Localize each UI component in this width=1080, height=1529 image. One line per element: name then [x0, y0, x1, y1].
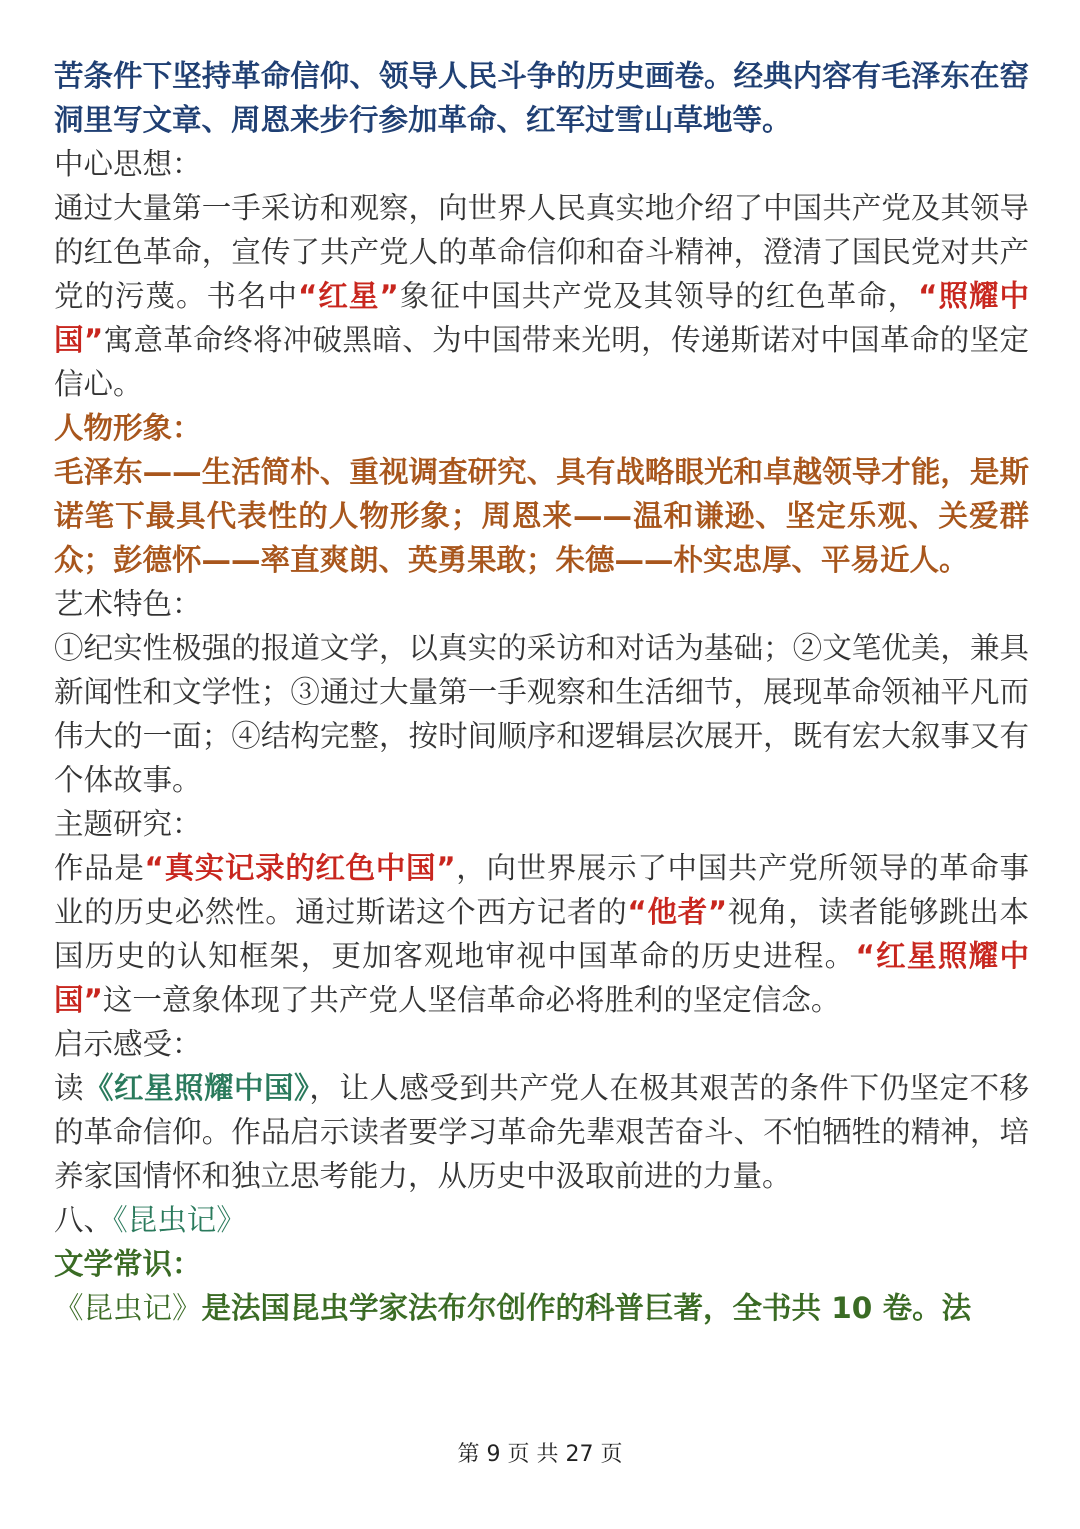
theme-paragraph	[54, 846, 1029, 1022]
theme-text-3: 视角，读者能够跳出本国历史的认知框架，更加客观地审视中国革命的历史进程。	[54, 895, 1029, 973]
highlight-red-star: “红星”	[297, 279, 399, 313]
section-8-label: 八、	[54, 1203, 114, 1237]
page-footer: 第 9 页 共 27 页	[457, 1442, 623, 1467]
insight-text-2: ，让人感受到共产党人在极其艰苦的条件下仍坚定不移的革命信仰。作品启示读者要学习革命先辈艰苦奋斗、不怕牺牲的精神，培养家国情怀和独立思考能力，从历史中汲取前进的力量。	[54, 1071, 1029, 1193]
highlight-other: “他者”	[627, 895, 728, 929]
page-content	[54, 54, 1029, 1330]
section-8-title	[54, 1198, 1029, 1242]
characters-paragraph: 毛泽东——生活简朴、重视调查研究、具有战略眼光和卓越领导才能，是斯诺笔下最具代表性的人物形象；周恩来——温和谦逊、坚定乐观、关爱群众；彭德怀——率直爽朗、英勇果敢；朱德——朴实忠厚、平易近人。	[54, 455, 1029, 577]
section-8-book-title: 《昆虫记》	[113, 1203, 246, 1237]
literary-text: 是法国昆虫学家法布尔创作的科普巨著，全书共 10 卷。法	[201, 1291, 972, 1325]
literary-paragraph	[54, 1286, 1029, 1330]
highlight-red-star-shines: “红星照耀中国”	[54, 939, 1029, 1017]
artistic-paragraph: ①纪实性极强的报道文学，以真实的采访和对话为基础；②文笔优美，兼具新闻性和文学性；③通过大量第一手观察和生活细节，展现革命领袖平凡而伟大的一面；④结构完整，按时间顺序和逻辑层次展开，既有宏大叙事又有个体故事。	[54, 631, 1029, 797]
central-idea-text-2: 象征中国共产党及其领导的红色革命，	[398, 279, 919, 313]
central-idea-paragraph	[54, 186, 1029, 406]
book-title-red-star: 《红星照耀中国》	[84, 1071, 310, 1105]
insight-paragraph	[54, 1066, 1029, 1198]
intro-paragraph: 苦条件下坚持革命信仰、领导人民斗争的历史画卷。经典内容有毛泽东在窑洞里写文章、周恩来步行参加革命、红军过雪山草地等。	[54, 59, 1029, 137]
characters-heading: 人物形象：	[54, 411, 202, 445]
theme-text-1: 作品是	[54, 851, 145, 885]
central-idea-text-1: 通过大量第一手采访和观察，向世界人民真实地介绍了中国共产党及其领导的红色革命，宣传了共产党人的革命信仰和奋斗精神，澄清了国民党对共产党的污蔑。书名中	[54, 191, 1029, 313]
theme-text-2: ，向世界展示了中国共产党所领导的革命事业的历史必然性。通过斯诺这个西方记者的	[54, 851, 1029, 929]
central-idea-text-3: 寓意革命终将冲破黑暗、为中国带来光明，传递斯诺对中国革命的坚定信心。	[54, 323, 1029, 401]
artistic-heading: 艺术特色：	[54, 587, 202, 621]
literary-heading: 文学常识：	[54, 1247, 202, 1281]
theme-heading: 主题研究：	[54, 807, 202, 841]
highlight-shine-china: “照耀中国”	[54, 279, 1029, 357]
theme-text-4: 这一意象体现了共产党人坚信革命必将胜利的坚定信念。	[102, 983, 841, 1017]
central-idea-heading: 中心思想：	[54, 147, 202, 181]
insight-text-1: 读	[54, 1071, 85, 1105]
literary-book-title: 《昆虫记》	[54, 1291, 202, 1325]
highlight-true-record: “真实记录的红色中国”	[144, 851, 456, 885]
insight-heading: 启示感受：	[54, 1027, 202, 1061]
